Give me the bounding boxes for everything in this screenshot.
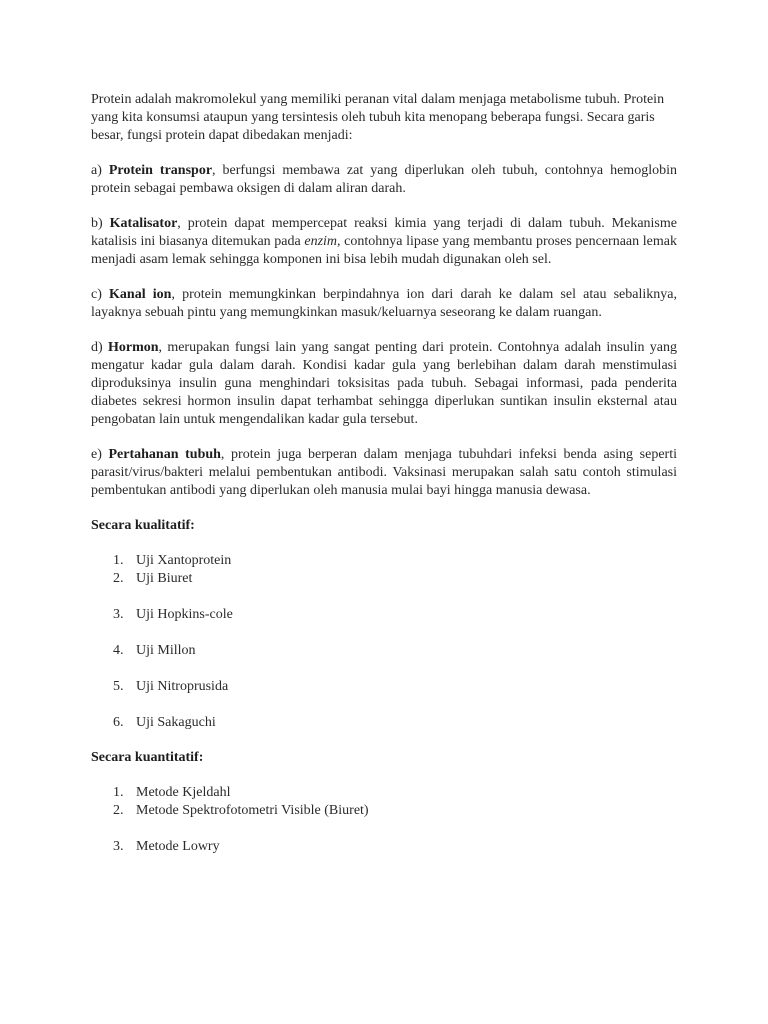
item-label: c) <box>91 287 110 302</box>
function-item-catalyst <box>91 215 677 269</box>
list-text: Uji Xantoprotein <box>136 553 232 568</box>
list-item <box>91 678 677 696</box>
item-text: , contohnya lipase yang membantu proses pencernaan lemak menjadi asam lemak sehingga komponen ini bisa lebih mudah digunakan oleh sel. <box>91 234 677 267</box>
list-item <box>91 714 677 732</box>
list-item <box>91 802 677 820</box>
list-text: Metode Kjeldahl <box>136 785 231 800</box>
list-text: Metode Spektrofotometri Visible (Biuret) <box>136 803 369 818</box>
item-emphasis: enzim <box>304 234 338 249</box>
function-item-defense <box>91 446 677 500</box>
list-number: 3. <box>113 607 124 622</box>
function-item-hormone <box>91 339 677 429</box>
item-term: Kanal ion <box>109 287 172 302</box>
item-term: Hormon <box>107 340 159 355</box>
list-number: 4. <box>113 643 124 658</box>
item-text: , protein juga berperan dalam menjaga tubuhdari infeksi benda asing seperti parasit/virus/bakteri melalui pembentukan antibodi. Vaksinasi merupakan salah satu contoh stimulasi pembentukan antibodi yang diperlukan oleh manusia mulai bayi hingga manusia dewasa. <box>91 447 677 498</box>
list-text: Uji Nitroprusida <box>136 679 229 694</box>
list-number: 3. <box>113 839 124 854</box>
list-number: 1. <box>113 553 124 568</box>
list-number: 5. <box>113 679 124 694</box>
item-term: Katalisator <box>109 216 178 231</box>
item-text: , protein dapat mempercepat reaksi kimia yang terjadi di dalam tubuh. Mekanisme katalisis ini biasanya ditemukan pada <box>91 216 677 249</box>
item-term: Pertahanan tubuh <box>108 447 221 462</box>
list-item <box>91 570 677 588</box>
list-text: Uji Sakaguchi <box>136 715 216 730</box>
quantitative-heading: Secara kuantitatif: <box>91 750 204 765</box>
item-label: e) <box>91 447 109 462</box>
list-text: Uji Hopkins-cole <box>136 607 233 622</box>
item-text: , berfungsi membawa zat yang diperlukan oleh tubuh, contohnya hemoglobin protein sebagai pembawa oksigen di dalam aliran darah. <box>91 163 677 196</box>
list-number: 2. <box>113 803 124 818</box>
function-item-ion-channel <box>91 286 677 322</box>
qualitative-list <box>91 552 677 732</box>
list-item <box>91 838 677 856</box>
list-item <box>91 606 677 624</box>
intro-paragraph: Protein adalah makromolekul yang memiliki peranan vital dalam menjaga metabolisme tubuh. Protein yang kita konsumsi ataupun yang tersintesis oleh tubuh kita menopang beberapa fungsi. Secara garis besar, fungsi protein dapat dibedakan menjadi: <box>91 92 665 143</box>
list-number: 2. <box>113 571 124 586</box>
list-item <box>91 642 677 660</box>
item-label: a) <box>91 163 109 178</box>
function-item-transport <box>91 162 677 198</box>
document-body <box>91 91 677 856</box>
quantitative-list <box>91 784 677 856</box>
list-item <box>91 552 677 570</box>
qualitative-heading: Secara kualitatif: <box>91 518 195 533</box>
item-text: , merupakan fungsi lain yang sangat penting dari protein. Contohnya adalah insulin yang mengatur kadar gula dalam darah. Kondisi kadar gula yang berlebihan dalam darah menstimulasi diproduksinya insulin guna menghindari toksisitas pada tubuh. Sebagai informasi, pada penderita diabetes sekresi hormon insulin dapat terhambat sehingga diperlukan suntikan insulin eksternal atau pengobatan lain untuk mengendalikan kadar gula tersebut. <box>91 340 677 427</box>
item-label: d) <box>91 340 108 355</box>
list-text: Uji Millon <box>136 643 196 658</box>
item-term: Protein transpor <box>108 163 213 178</box>
list-item <box>91 784 677 802</box>
item-text: , protein memungkinkan berpindahnya ion dari darah ke dalam sel atau sebaliknya, layaknya sebuah pintu yang memungkinkan masuk/keluarnya seseorang ke dalam ruangan. <box>91 287 677 320</box>
list-text: Metode Lowry <box>136 839 220 854</box>
item-label: b) <box>91 216 110 231</box>
list-number: 6. <box>113 715 124 730</box>
list-number: 1. <box>113 785 124 800</box>
list-text: Uji Biuret <box>136 571 193 586</box>
